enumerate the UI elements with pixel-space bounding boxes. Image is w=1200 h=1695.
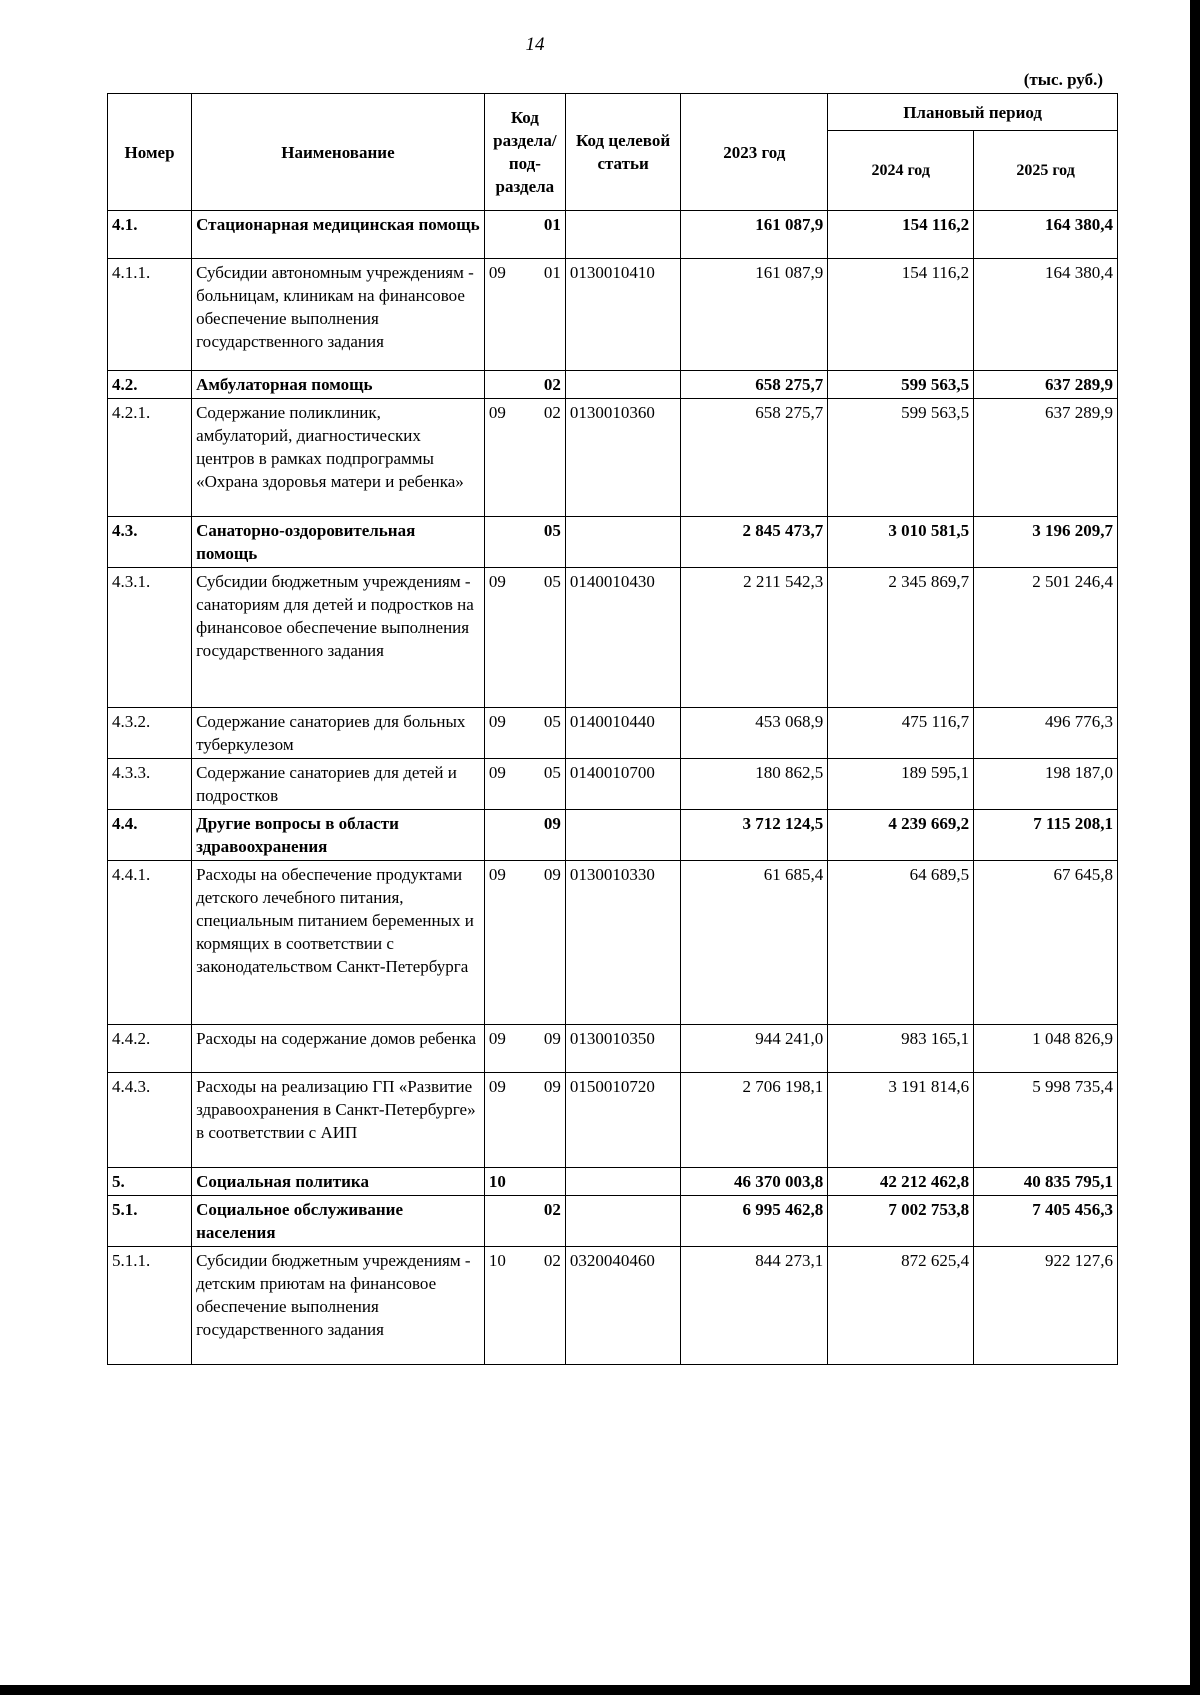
row-name: Амбулаторная помощь bbox=[192, 371, 485, 399]
row-section-code bbox=[484, 259, 565, 371]
subsection-code: 02 bbox=[543, 1200, 561, 1219]
row-amount-2023: 658 275,7 bbox=[681, 399, 828, 517]
subsection-code: 09 bbox=[543, 1029, 561, 1048]
row-amount-2025: 637 289,9 bbox=[974, 399, 1118, 517]
row-number: 4.2. bbox=[108, 371, 192, 399]
section-code: 10 bbox=[488, 1172, 506, 1191]
row-article-code bbox=[565, 371, 680, 399]
header-name: Наименование bbox=[192, 94, 485, 211]
row-name: Санаторно-оздоровительная помощь bbox=[192, 517, 485, 568]
page-number: 14 bbox=[525, 34, 545, 55]
row-article-code: 0150010720 bbox=[565, 1073, 680, 1168]
row-article-code: 0130010410 bbox=[565, 259, 680, 371]
header-year-2025: 2025 год bbox=[974, 131, 1118, 211]
row-section-code bbox=[484, 371, 565, 399]
row-number: 4.2.1. bbox=[108, 399, 192, 517]
table-row bbox=[108, 1196, 1118, 1247]
section-code: 09 bbox=[488, 712, 506, 731]
row-section-code bbox=[484, 211, 565, 259]
subsection-code: 05 bbox=[543, 572, 561, 591]
row-number: 4.3.1. bbox=[108, 568, 192, 708]
section-code: 09 bbox=[488, 763, 506, 782]
row-name: Расходы на реализацию ГП «Развитие здравоохранения в Санкт-Петербурге» в соответствии с АИП bbox=[192, 1073, 485, 1168]
table-row bbox=[108, 517, 1118, 568]
row-name: Субсидии автономным учреждениям - больницам, клиникам на финансовое обеспечение выполнения государственного задания bbox=[192, 259, 485, 371]
row-amount-2024: 2 345 869,7 bbox=[828, 568, 974, 708]
row-article-code: 0320040460 bbox=[565, 1247, 680, 1365]
row-article-code: 0140010430 bbox=[565, 568, 680, 708]
row-amount-2025: 164 380,4 bbox=[974, 259, 1118, 371]
table-row bbox=[108, 399, 1118, 517]
section-code: 09 bbox=[488, 263, 506, 282]
row-amount-2023: 161 087,9 bbox=[681, 211, 828, 259]
table-row bbox=[108, 1073, 1118, 1168]
table-row bbox=[108, 1247, 1118, 1365]
table-row bbox=[108, 861, 1118, 1025]
row-amount-2025: 2 501 246,4 bbox=[974, 568, 1118, 708]
row-amount-2023: 161 087,9 bbox=[681, 259, 828, 371]
row-section-code bbox=[484, 399, 565, 517]
row-amount-2023: 658 275,7 bbox=[681, 371, 828, 399]
row-amount-2025: 7 405 456,3 bbox=[974, 1196, 1118, 1247]
table-row bbox=[108, 1025, 1118, 1073]
header-planned-period: Плановый период bbox=[828, 94, 1118, 131]
section-code: 09 bbox=[488, 1029, 506, 1048]
row-amount-2023: 453 068,9 bbox=[681, 708, 828, 759]
row-amount-2024: 475 116,7 bbox=[828, 708, 974, 759]
header-number: Номер bbox=[108, 94, 192, 211]
row-article-code bbox=[565, 1196, 680, 1247]
subsection-code: 09 bbox=[543, 1077, 561, 1096]
row-amount-2024: 4 239 669,2 bbox=[828, 810, 974, 861]
subsection-code: 01 bbox=[543, 215, 561, 234]
subsection-code: 02 bbox=[543, 1251, 561, 1270]
row-name: Стационарная медицинская помощь bbox=[192, 211, 485, 259]
row-amount-2025: 496 776,3 bbox=[974, 708, 1118, 759]
row-section-code bbox=[484, 517, 565, 568]
row-amount-2024: 64 689,5 bbox=[828, 861, 974, 1025]
subsection-code: 09 bbox=[543, 814, 561, 833]
row-name: Расходы на обеспечение продуктами детского лечебного питания, специальным питанием беременных и кормящих в соответствии с законодательством Санкт-Петербурга bbox=[192, 861, 485, 1025]
table-row bbox=[108, 708, 1118, 759]
table-body bbox=[108, 211, 1118, 1365]
scan-edge-right bbox=[1190, 0, 1200, 1695]
row-amount-2025: 5 998 735,4 bbox=[974, 1073, 1118, 1168]
row-article-code: 0130010360 bbox=[565, 399, 680, 517]
row-number: 4.4.2. bbox=[108, 1025, 192, 1073]
row-amount-2023: 944 241,0 bbox=[681, 1025, 828, 1073]
subsection-code: 05 bbox=[543, 712, 561, 731]
row-section-code bbox=[484, 861, 565, 1025]
row-article-code: 0140010440 bbox=[565, 708, 680, 759]
row-amount-2025: 3 196 209,7 bbox=[974, 517, 1118, 568]
budget-table bbox=[107, 93, 1118, 1365]
row-amount-2025: 637 289,9 bbox=[974, 371, 1118, 399]
row-amount-2025: 40 835 795,1 bbox=[974, 1168, 1118, 1196]
table-header bbox=[108, 94, 1118, 211]
header-year-2023: 2023 год bbox=[681, 94, 828, 211]
header-article-code: Код целевой статьи bbox=[565, 94, 680, 211]
row-amount-2023: 2 845 473,7 bbox=[681, 517, 828, 568]
row-article-code: 0130010330 bbox=[565, 861, 680, 1025]
row-article-code bbox=[565, 211, 680, 259]
row-name: Расходы на содержание домов ребенка bbox=[192, 1025, 485, 1073]
row-article-code: 0140010700 bbox=[565, 759, 680, 810]
row-amount-2024: 872 625,4 bbox=[828, 1247, 974, 1365]
subsection-code: 02 bbox=[543, 403, 561, 422]
row-section-code bbox=[484, 708, 565, 759]
section-code: 10 bbox=[488, 1251, 506, 1270]
row-name: Субсидии бюджетным учреждениям - детским приютам на финансовое обеспечение выполнения государственного задания bbox=[192, 1247, 485, 1365]
row-amount-2023: 46 370 003,8 bbox=[681, 1168, 828, 1196]
row-number: 4.1. bbox=[108, 211, 192, 259]
row-number: 4.4.3. bbox=[108, 1073, 192, 1168]
table-row bbox=[108, 259, 1118, 371]
row-article-code bbox=[565, 517, 680, 568]
row-amount-2025: 922 127,6 bbox=[974, 1247, 1118, 1365]
row-amount-2025: 67 645,8 bbox=[974, 861, 1118, 1025]
row-number: 4.3.2. bbox=[108, 708, 192, 759]
table-row bbox=[108, 1168, 1118, 1196]
subsection-code: 02 bbox=[543, 375, 561, 394]
row-amount-2023: 61 685,4 bbox=[681, 861, 828, 1025]
row-section-code bbox=[484, 1168, 565, 1196]
units-label: (тыс. руб.) bbox=[1023, 70, 1103, 89]
row-number: 4.3. bbox=[108, 517, 192, 568]
row-number: 4.4. bbox=[108, 810, 192, 861]
row-number: 4.3.3. bbox=[108, 759, 192, 810]
row-article-code bbox=[565, 1168, 680, 1196]
row-number: 4.1.1. bbox=[108, 259, 192, 371]
row-article-code bbox=[565, 810, 680, 861]
row-section-code bbox=[484, 1196, 565, 1247]
row-name: Содержание санаториев для детей и подростков bbox=[192, 759, 485, 810]
table-row bbox=[108, 211, 1118, 259]
row-amount-2023: 844 273,1 bbox=[681, 1247, 828, 1365]
row-section-code bbox=[484, 568, 565, 708]
header-section-code: Код раздела/ под-раздела bbox=[484, 94, 565, 211]
row-amount-2024: 599 563,5 bbox=[828, 399, 974, 517]
section-code: 09 bbox=[488, 1077, 506, 1096]
row-name: Другие вопросы в области здравоохранения bbox=[192, 810, 485, 861]
row-number: 4.4.1. bbox=[108, 861, 192, 1025]
row-amount-2024: 983 165,1 bbox=[828, 1025, 974, 1073]
section-code: 09 bbox=[488, 403, 506, 422]
header-year-2024: 2024 год bbox=[828, 131, 974, 211]
row-amount-2025: 7 115 208,1 bbox=[974, 810, 1118, 861]
row-section-code bbox=[484, 1073, 565, 1168]
row-name: Содержание санаториев для больных туберкулезом bbox=[192, 708, 485, 759]
row-amount-2023: 6 995 462,8 bbox=[681, 1196, 828, 1247]
subsection-code: 09 bbox=[543, 865, 561, 884]
row-amount-2025: 198 187,0 bbox=[974, 759, 1118, 810]
row-article-code: 0130010350 bbox=[565, 1025, 680, 1073]
row-amount-2024: 599 563,5 bbox=[828, 371, 974, 399]
row-amount-2024: 42 212 462,8 bbox=[828, 1168, 974, 1196]
row-amount-2023: 3 712 124,5 bbox=[681, 810, 828, 861]
row-amount-2024: 7 002 753,8 bbox=[828, 1196, 974, 1247]
row-section-code bbox=[484, 810, 565, 861]
subsection-code: 05 bbox=[543, 521, 561, 540]
row-number: 5.1.1. bbox=[108, 1247, 192, 1365]
row-amount-2024: 3 010 581,5 bbox=[828, 517, 974, 568]
row-amount-2024: 154 116,2 bbox=[828, 211, 974, 259]
table-row bbox=[108, 759, 1118, 810]
row-name: Социальное обслуживание населения bbox=[192, 1196, 485, 1247]
row-name: Содержание поликлиник, амбулаторий, диагностических центров в рамках подпрограммы «Охрана здоровья матери и ребенка» bbox=[192, 399, 485, 517]
row-number: 5.1. bbox=[108, 1196, 192, 1247]
row-name: Субсидии бюджетным учреждениям - санаториям для детей и подростков на финансовое обеспечение выполнения государственного задания bbox=[192, 568, 485, 708]
subsection-code: 01 bbox=[543, 263, 561, 282]
row-number: 5. bbox=[108, 1168, 192, 1196]
row-amount-2023: 2 211 542,3 bbox=[681, 568, 828, 708]
table-row bbox=[108, 810, 1118, 861]
scan-edge-bottom bbox=[0, 1685, 1200, 1695]
row-amount-2023: 180 862,5 bbox=[681, 759, 828, 810]
row-amount-2024: 189 595,1 bbox=[828, 759, 974, 810]
subsection-code: 05 bbox=[543, 763, 561, 782]
row-amount-2025: 164 380,4 bbox=[974, 211, 1118, 259]
row-section-code bbox=[484, 759, 565, 810]
section-code: 09 bbox=[488, 865, 506, 884]
table-row bbox=[108, 568, 1118, 708]
row-name: Социальная политика bbox=[192, 1168, 485, 1196]
table-row bbox=[108, 371, 1118, 399]
row-amount-2024: 3 191 814,6 bbox=[828, 1073, 974, 1168]
row-section-code bbox=[484, 1247, 565, 1365]
row-amount-2023: 2 706 198,1 bbox=[681, 1073, 828, 1168]
row-amount-2025: 1 048 826,9 bbox=[974, 1025, 1118, 1073]
row-section-code bbox=[484, 1025, 565, 1073]
section-code: 09 bbox=[488, 572, 506, 591]
row-amount-2024: 154 116,2 bbox=[828, 259, 974, 371]
